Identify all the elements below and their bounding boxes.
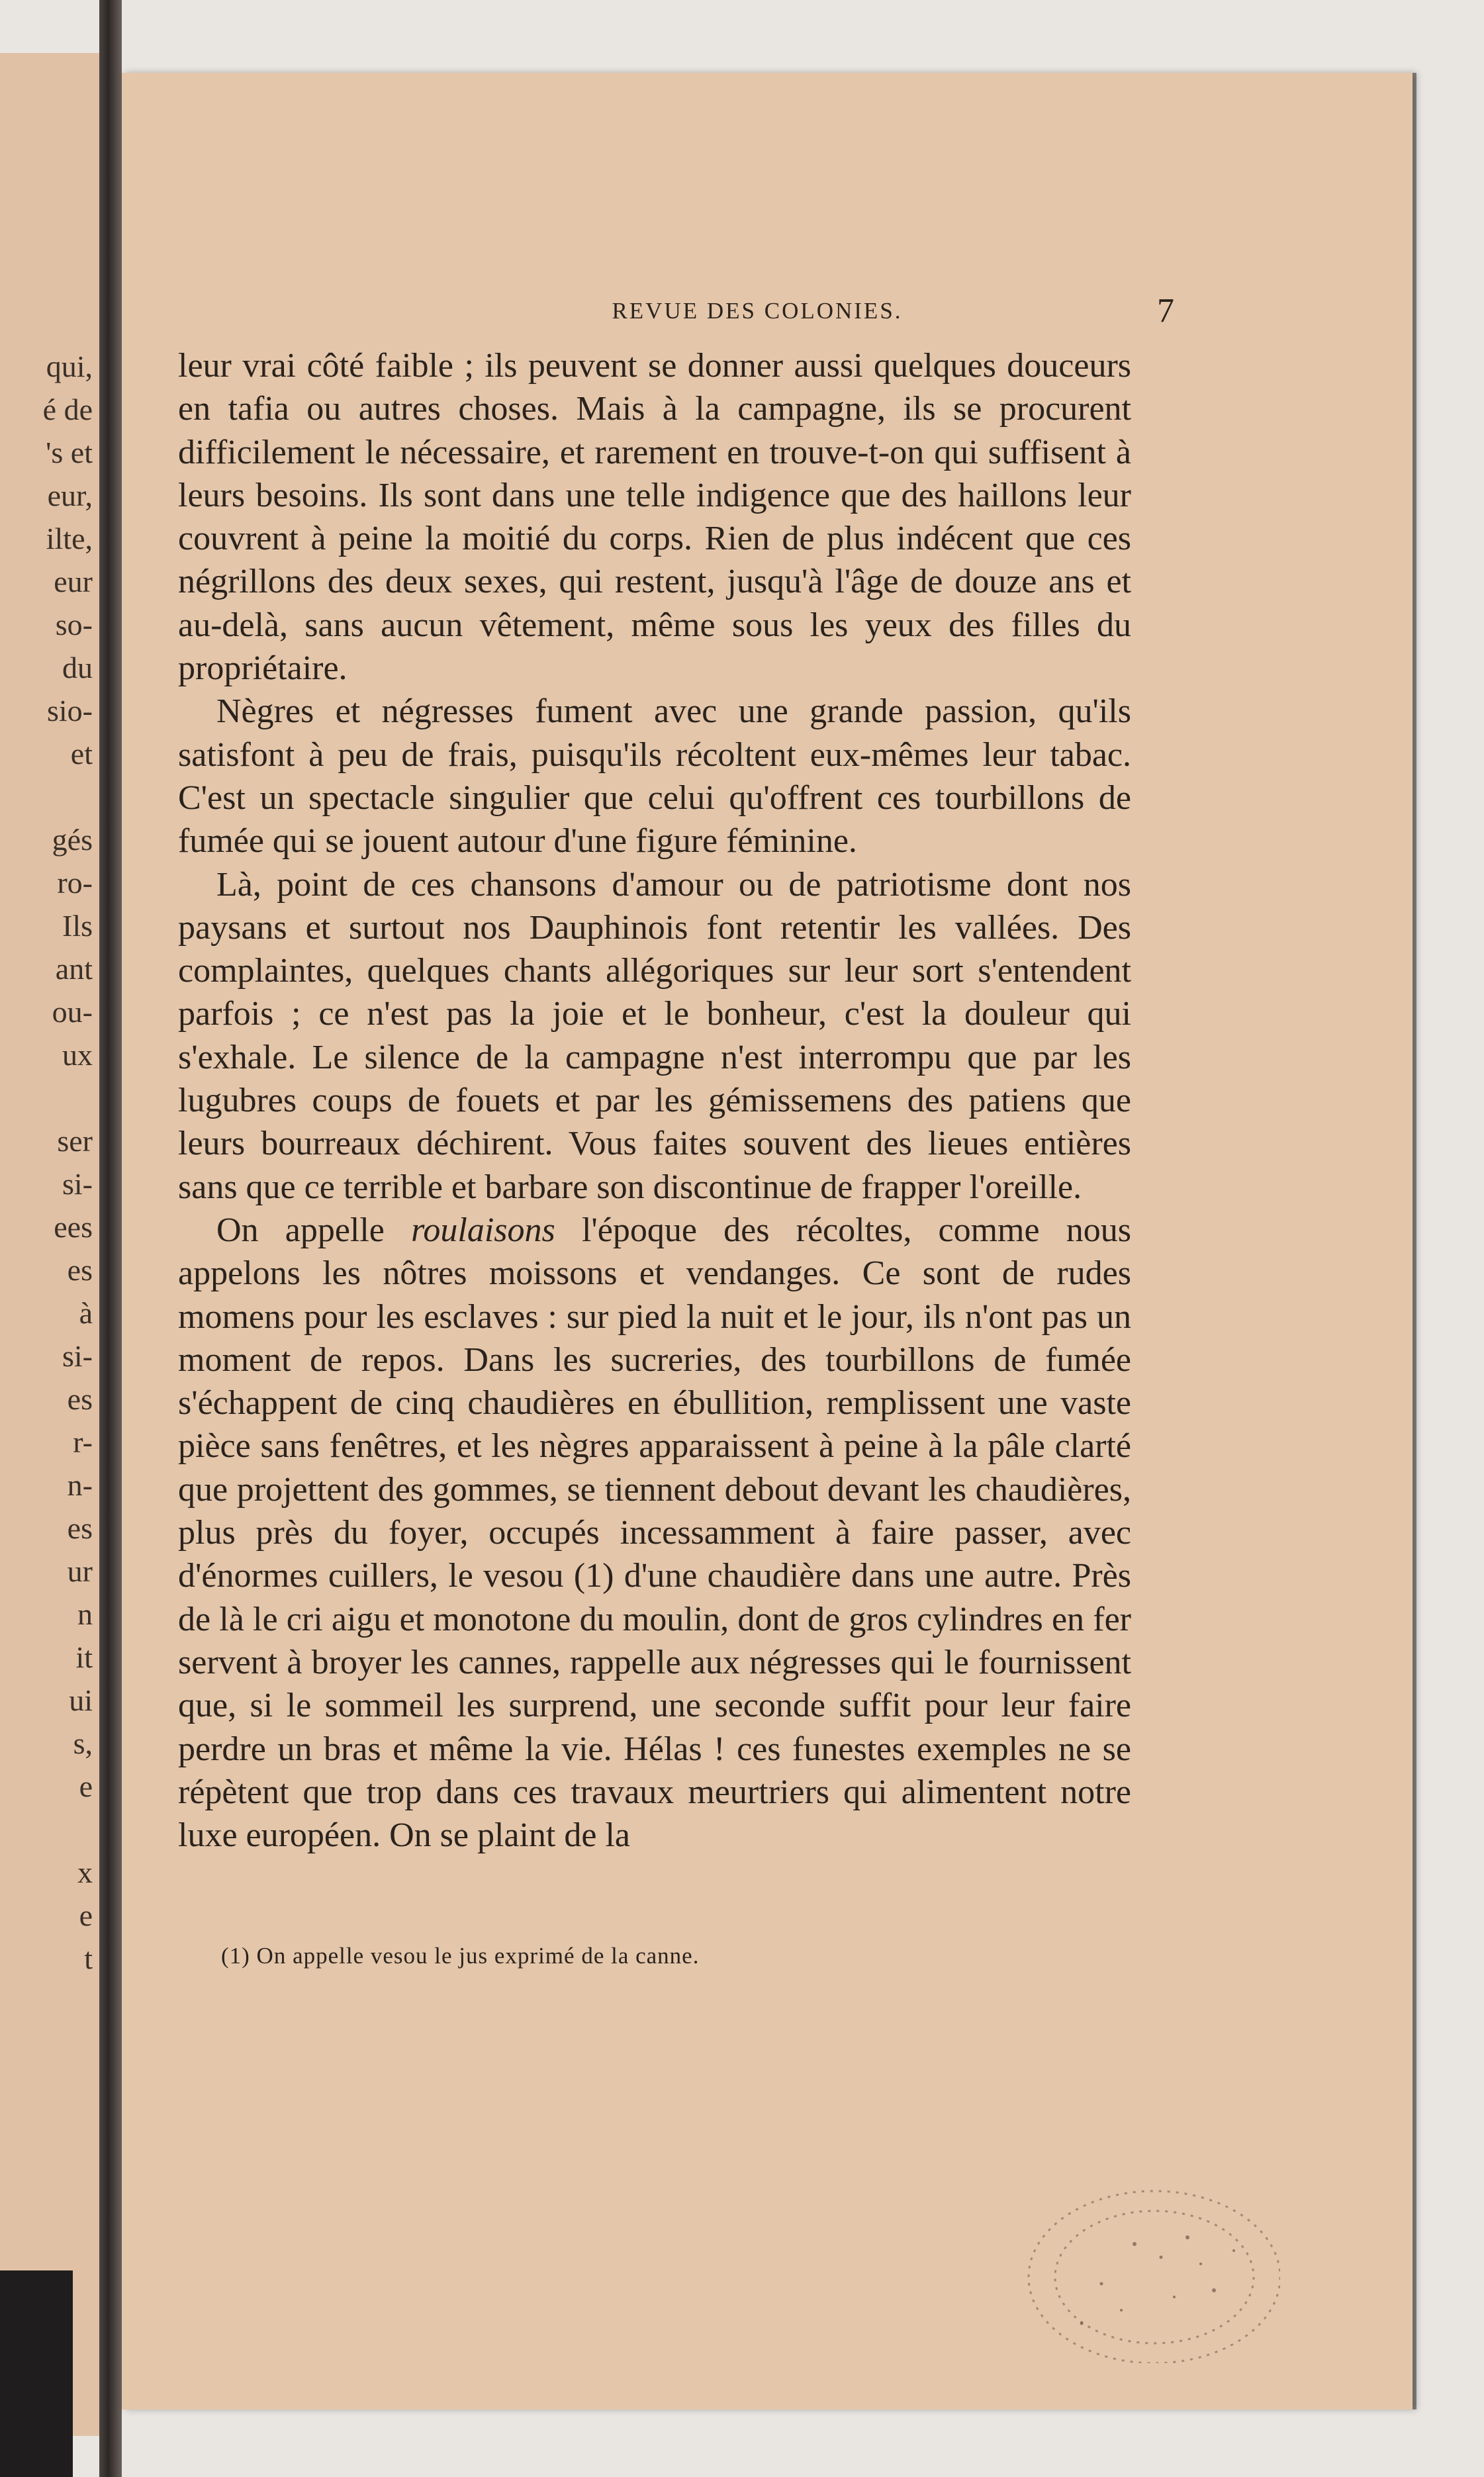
prev-line: t <box>84 1941 93 1975</box>
prev-line: r- <box>73 1425 93 1459</box>
prev-line: es <box>67 1253 93 1287</box>
prev-line: n- <box>67 1468 93 1502</box>
prev-line: ant <box>55 952 93 986</box>
paragraph: Nègres et négresses fument avec une grande passion, qu'ils satisfont à peu de frais, puisqu'ils récoltent eux-mêmes leur tabac. C'est un spectacle singulier que celui qu'offrent ces tourbillons de fumée qui se jouent autour d'une figure féminine. <box>178 692 1131 861</box>
prev-line: et <box>70 737 93 771</box>
scan-backdrop-top <box>0 0 1484 73</box>
faded-library-stamp <box>1002 2165 1280 2363</box>
prev-line: si- <box>62 1339 93 1373</box>
prev-line: ou- <box>52 995 93 1029</box>
paragraph <box>178 1209 1131 1857</box>
prev-line: it <box>75 1640 93 1674</box>
running-head: REVUE DES COLONIES. <box>612 298 903 324</box>
book-page <box>122 73 1413 2409</box>
prev-line: sio- <box>47 694 93 727</box>
paragraph-text: On appelle <box>216 1211 412 1249</box>
prev-line: é de <box>42 393 93 426</box>
prev-line: eur <box>54 565 93 598</box>
prev-line: du <box>62 651 93 684</box>
prev-line: e <box>79 1898 93 1932</box>
prev-line: ilte, <box>46 522 93 555</box>
prev-line: es <box>67 1382 93 1416</box>
prev-line: gés <box>52 823 93 857</box>
prev-line: si- <box>62 1167 93 1201</box>
body-text <box>178 344 1131 1857</box>
previous-page-edge <box>0 53 99 2436</box>
prev-line: Ils <box>62 909 93 943</box>
italic-term: roulaisons <box>411 1211 555 1249</box>
paragraph: leur vrai côté faible ; ils peuvent se donner aussi quelques douceurs en tafia ou autres choses. Mais à la campagne, ils se procurent difficilement le nécessaire, et rarement en trouve-t-on qui suffisent à leurs besoins. Ils sont dans une telle indigence que des haillons leur couvrent à peine la moitié du corps. Rien de plus indécent que ces négrillons des deux sexes, qui restent, jusqu'à l'âge de douze ans et au-delà, sans aucun vêtement, même sous les yeux des filles du propriétaire. <box>178 347 1131 688</box>
scan-backdrop-right <box>1416 0 1484 2477</box>
prev-line: so- <box>55 608 93 641</box>
paragraph: Là, point de ces chansons d'amour ou de patriotisme dont nos paysans et surtout nos Dauphinois font retentir les vallées. Des complaintes, quelques chants allégoriques sur leur sort s'entendent parfois ; ce n'est pas la joie et le bonheur, c'est la douleur qui s'exhale. Le silence de la campagne n'est interrompu que par les lugubres coups de fouets et par les gémissemens des patiens que leurs bourreaux déchirent. Vous faites souvent des lieues entières sans que ce terrible et barbare son discontinue de frapper l'oreille. <box>178 865 1131 1206</box>
paragraph-text: l'époque des récoltes, comme nous appelons les nôtres moissons et vendanges. Ce sont de rudes momens pour les esclaves : sur pied la nuit et le jour, ils n'ont pas un moment de repos. Dans les sucreries, des tourbillons de fumée s'échappent de cinq chaudières en ébullition, remplissent une vaste pièce sans fenêtres, et les nègres apparaissent à peine à la pâle clarté que projettent des gommes, se tiennent debout devant les chaudières, plus près du foyer, occupés incessamment à faire passer, avec d'énormes cuillers, le vesou (1) d'une chaudière dans une autre. Près de là le cri aigu et monotone du moulin, dont de gros cylindres en fer servent à broyer les cannes, rappelle aux négresses qui le fournissent que, si le sommeil les surprend, une seconde suffit pour leur faire perdre un bras et même la vie. Hélas ! ces funestes exemples ne se répètent que trop dans ces travaux meurtriers qui alimentent notre luxe européen. On se plaint de la <box>178 1211 1131 1855</box>
prev-line: à <box>79 1296 93 1330</box>
page-number: 7 <box>1157 292 1174 330</box>
prev-line: e <box>79 1769 93 1803</box>
binding-shadow <box>0 2270 73 2477</box>
prev-line: s, <box>73 1726 93 1760</box>
prev-line: ur <box>67 1554 93 1588</box>
prev-line: es <box>67 1511 93 1545</box>
book-gutter <box>99 0 122 2477</box>
prev-line: ees <box>54 1210 93 1244</box>
prev-line: ui <box>69 1683 93 1717</box>
prev-line: qui, <box>46 350 93 383</box>
scan-backdrop-bottom <box>0 2409 1484 2477</box>
prev-line: n <box>77 1597 93 1631</box>
prev-line: 's et <box>46 436 93 469</box>
prev-line: x <box>77 1855 93 1889</box>
footnote: (1) On appelle vesou le jus exprimé de la canne. <box>221 1943 700 1969</box>
prev-line: ser <box>57 1124 93 1158</box>
prev-line: eur, <box>47 479 93 512</box>
prev-line: ux <box>62 1038 93 1072</box>
prev-line: ro- <box>57 866 93 900</box>
